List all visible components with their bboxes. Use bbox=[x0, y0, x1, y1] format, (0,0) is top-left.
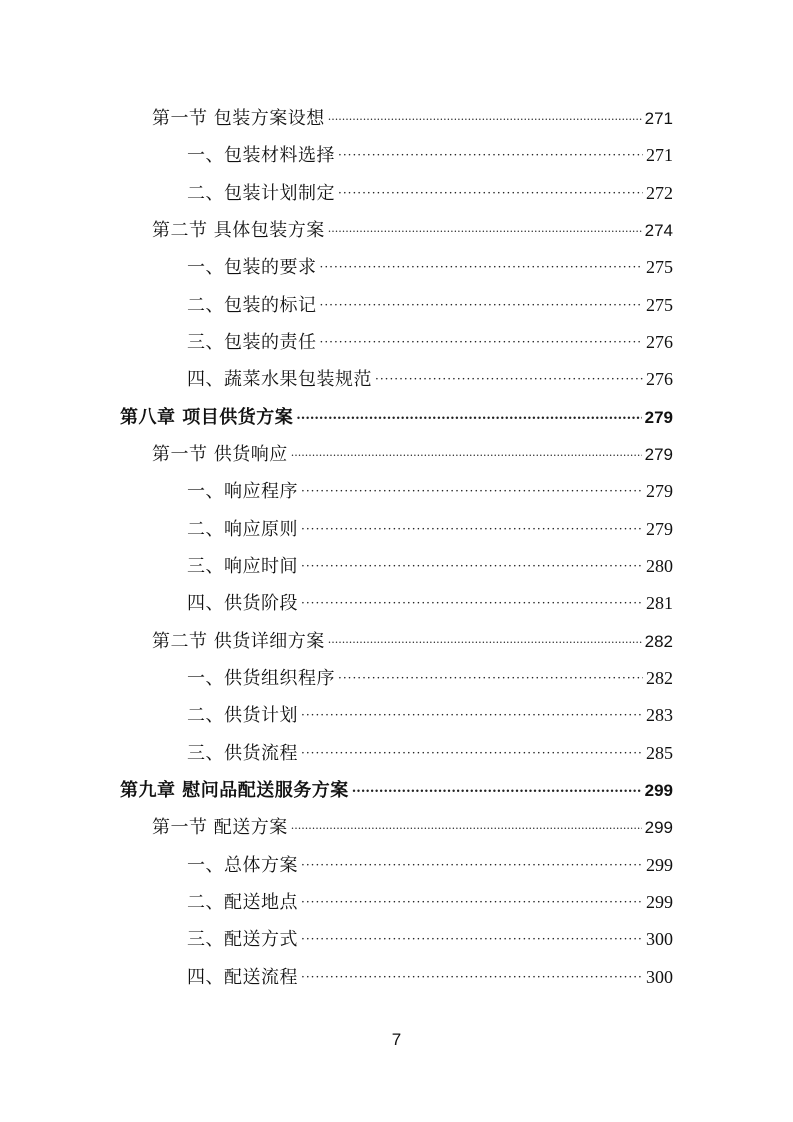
toc-entry-page: 285 bbox=[646, 743, 673, 763]
toc-entry[interactable] bbox=[187, 511, 673, 548]
toc-entry[interactable] bbox=[187, 548, 673, 585]
toc-leader-dots bbox=[338, 660, 643, 697]
toc-entry-title: 第一节 供货响应 bbox=[152, 444, 288, 465]
toc-entry-page: 279 bbox=[646, 481, 673, 501]
toc-entry[interactable] bbox=[187, 473, 673, 510]
toc-entry-page: 280 bbox=[646, 556, 673, 576]
toc-leader-dots bbox=[320, 324, 644, 361]
toc-leader-dots bbox=[301, 959, 643, 996]
toc-entry-page: 299 bbox=[644, 818, 673, 837]
toc-leader-dots bbox=[328, 98, 642, 135]
toc-entry-page: 282 bbox=[646, 668, 673, 688]
toc-entry-title: 一、包装的要求 bbox=[187, 257, 317, 278]
toc-entry-title: 四、配送流程 bbox=[187, 967, 298, 988]
toc-leader-dots bbox=[375, 361, 643, 398]
toc-entry[interactable] bbox=[152, 212, 673, 249]
toc-entry[interactable] bbox=[187, 735, 673, 772]
toc-leader-dots bbox=[320, 287, 644, 324]
toc-entry[interactable] bbox=[187, 847, 673, 884]
toc-entry-page: 272 bbox=[646, 183, 673, 203]
toc-leader-dots bbox=[301, 735, 643, 772]
toc-entry-page: 283 bbox=[646, 705, 673, 725]
toc-entry[interactable] bbox=[152, 809, 673, 846]
toc-leader-dots bbox=[352, 770, 642, 807]
toc-entry[interactable] bbox=[187, 361, 673, 398]
toc-entry-title: 一、总体方案 bbox=[187, 855, 298, 876]
toc-entry-page: 275 bbox=[646, 295, 673, 315]
toc-entry-page: 279 bbox=[644, 408, 673, 427]
toc-leader-dots bbox=[301, 548, 643, 585]
toc-entry-page: 276 bbox=[646, 332, 673, 352]
toc-entry-page: 271 bbox=[644, 109, 673, 128]
toc-entry-page: 276 bbox=[646, 369, 673, 389]
toc-entry[interactable] bbox=[187, 921, 673, 958]
toc-leader-dots bbox=[328, 210, 642, 247]
toc-leader-dots bbox=[320, 249, 644, 286]
toc-entry-page: 279 bbox=[646, 519, 673, 539]
toc-leader-dots bbox=[301, 847, 643, 884]
toc-chapter-entry[interactable] bbox=[120, 772, 673, 809]
toc-entry[interactable] bbox=[152, 100, 673, 137]
toc-entry-title: 三、包装的责任 bbox=[187, 332, 317, 353]
toc-leader-dots bbox=[296, 397, 641, 434]
toc-leader-dots bbox=[291, 434, 642, 471]
toc-entry-title: 三、响应时间 bbox=[187, 556, 298, 577]
toc-entry-title: 二、配送地点 bbox=[187, 892, 298, 913]
toc-entry[interactable] bbox=[187, 959, 673, 996]
toc-entry-title: 二、包装的标记 bbox=[187, 295, 317, 316]
toc-entry[interactable] bbox=[187, 324, 673, 361]
toc-leader-dots bbox=[301, 697, 643, 734]
toc-entry-title: 第一节 配送方案 bbox=[152, 817, 288, 838]
toc-leader-dots bbox=[328, 621, 642, 658]
toc-entry[interactable] bbox=[187, 249, 673, 286]
toc-entry-title: 第二节 供货详细方案 bbox=[152, 631, 325, 652]
toc-entry-title: 二、包装计划制定 bbox=[187, 183, 335, 204]
toc-entry-page: 300 bbox=[646, 929, 673, 949]
toc-entry-page: 299 bbox=[644, 781, 673, 800]
toc-entry-page: 282 bbox=[644, 632, 673, 651]
toc-leader-dots bbox=[338, 175, 643, 212]
toc-entry-page: 299 bbox=[646, 855, 673, 875]
toc-entry-page: 274 bbox=[644, 221, 673, 240]
toc-entry-title: 四、供货阶段 bbox=[187, 593, 298, 614]
toc-leader-dots bbox=[301, 511, 643, 548]
toc-entry[interactable] bbox=[187, 697, 673, 734]
toc-entry[interactable] bbox=[152, 623, 673, 660]
toc-entry[interactable] bbox=[187, 660, 673, 697]
toc-entry[interactable] bbox=[187, 287, 673, 324]
toc-leader-dots bbox=[301, 585, 643, 622]
toc-entry-page: 300 bbox=[646, 967, 673, 987]
toc-entry[interactable] bbox=[187, 884, 673, 921]
toc-entry-title: 第八章 项目供货方案 bbox=[120, 407, 294, 428]
toc-entry-title: 二、响应原则 bbox=[187, 519, 298, 540]
toc-leader-dots bbox=[338, 137, 643, 174]
toc-entry[interactable] bbox=[152, 436, 673, 473]
toc-entry-page: 279 bbox=[644, 445, 673, 464]
toc-entry-title: 二、供货计划 bbox=[187, 705, 298, 726]
toc-leader-dots bbox=[301, 921, 643, 958]
toc-entry-title: 一、响应程序 bbox=[187, 481, 298, 502]
toc-entry-title: 第一节 包装方案设想 bbox=[152, 108, 325, 129]
toc-entry-page: 271 bbox=[646, 145, 673, 165]
toc-entry-page: 275 bbox=[646, 257, 673, 277]
toc-entry-title: 三、配送方式 bbox=[187, 929, 298, 950]
toc-entry-title: 一、供货组织程序 bbox=[187, 668, 335, 689]
toc-entry-title: 第九章 慰问品配送服务方案 bbox=[120, 780, 349, 801]
toc-entry-title: 三、供货流程 bbox=[187, 743, 298, 764]
toc-leader-dots bbox=[301, 473, 643, 510]
toc-entry-page: 299 bbox=[646, 892, 673, 912]
toc-entry[interactable] bbox=[187, 137, 673, 174]
toc-entry-page: 281 bbox=[646, 593, 673, 613]
toc-leader-dots bbox=[291, 807, 642, 844]
toc-entry-title: 四、蔬菜水果包装规范 bbox=[187, 369, 372, 390]
toc-entry-title: 一、包装材料选择 bbox=[187, 145, 335, 166]
toc-entry[interactable] bbox=[187, 585, 673, 622]
toc-chapter-entry[interactable] bbox=[120, 399, 673, 436]
page-number: 7 bbox=[391, 1030, 402, 1049]
toc-entry[interactable] bbox=[187, 175, 673, 212]
toc-leader-dots bbox=[301, 884, 643, 921]
toc-entry-title: 第二节 具体包装方案 bbox=[152, 220, 325, 241]
